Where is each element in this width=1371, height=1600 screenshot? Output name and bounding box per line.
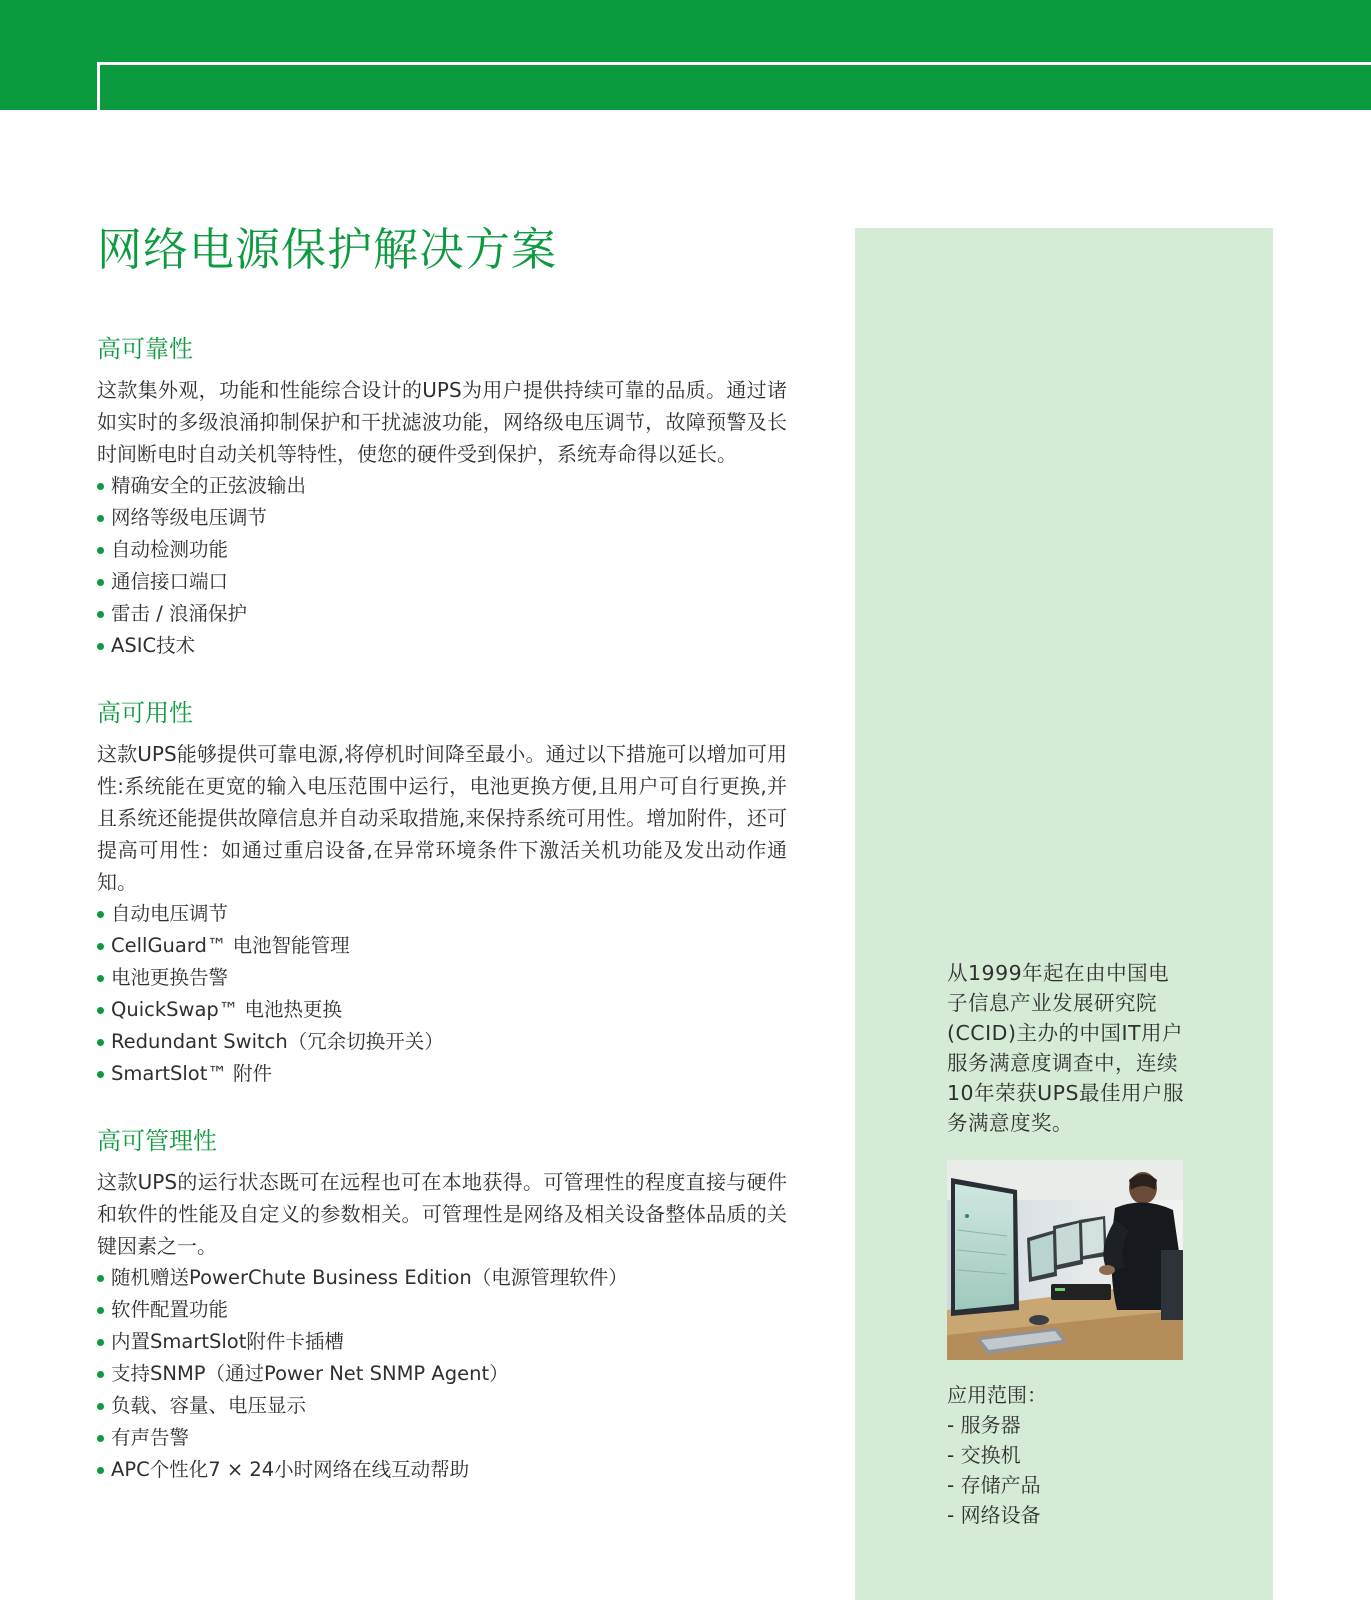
application-scope-title: 应用范围： <box>947 1383 1047 1407</box>
section-manageability <box>97 1124 797 1486</box>
list-item: - 存储产品 <box>947 1473 1041 1497</box>
bullet-list <box>97 470 797 662</box>
list-item: 有声告警 <box>97 1422 797 1454</box>
list-item: 自动电压调节 <box>97 898 797 930</box>
list-item: QuickSwap™ 电池热更换 <box>97 994 797 1026</box>
main-content <box>97 220 797 1486</box>
bullet-dot-icon <box>97 1007 104 1014</box>
list-item: 负载、容量、电压显示 <box>97 1390 797 1422</box>
bullet-dot-icon <box>97 515 104 522</box>
section-availability <box>97 696 797 1090</box>
bullet-dot-icon <box>97 911 104 918</box>
list-item: 内置SmartSlot附件卡插槽 <box>97 1326 797 1358</box>
bullet-dot-icon <box>97 975 104 982</box>
sidebar-panel <box>855 228 1273 1600</box>
bullet-dot-icon <box>97 643 104 650</box>
list-item: ASIC技术 <box>97 630 797 662</box>
list-item: - 交换机 <box>947 1443 1021 1467</box>
bullet-dot-icon <box>97 1275 104 1282</box>
bullet-dot-icon <box>97 1339 104 1346</box>
section-body: 这款UPS能够提供可靠电源,将停机时间降至最小。通过以下措施可以增加可用性:系统能在更宽的输入电压范围中运行，电池更换方便,且用户可自行更换,并且系统还能提供故障信息并自动采取措施,来保持系统可用性。增加附件，还可提高可用性：如通过重启设备,在异常环境条件下激活关机功能及发出动作通知。 <box>97 742 787 894</box>
section-heading: 高可靠性 <box>97 335 193 363</box>
list-item: SmartSlot™ 附件 <box>97 1058 797 1090</box>
bullet-dot-icon <box>97 547 104 554</box>
section-heading: 高可管理性 <box>97 1127 217 1155</box>
section-reliability <box>97 332 797 662</box>
list-item: CellGuard™ 电池智能管理 <box>97 930 797 962</box>
list-item: 精确安全的正弦波输出 <box>97 470 797 502</box>
application-scope <box>947 1380 1187 1530</box>
list-item: 通信接口端口 <box>97 566 797 598</box>
bullet-dot-icon <box>97 1071 104 1078</box>
bullet-dot-icon <box>97 943 104 950</box>
section-body: 这款集外观，功能和性能综合设计的UPS为用户提供持续可靠的品质。通过诸如实时的多级浪涌抑制保护和干扰滤波功能，网络级电压调节，故障预警及长时间断电时自动关机等特性，使您的硬件受到保护，系统寿命得以延长。 <box>97 378 787 466</box>
list-item: 网络等级电压调节 <box>97 502 797 534</box>
list-item: 电池更换告警 <box>97 962 797 994</box>
section-body: 这款UPS的运行状态既可在远程也可在本地获得。可管理性的程度直接与硬件和软件的性能及自定义的参数相关。可管理性是网络及相关设备整体品质的关键因素之一。 <box>97 1170 787 1258</box>
bullet-dot-icon <box>97 1435 104 1442</box>
bullet-dot-icon <box>97 579 104 586</box>
list-item: 随机赠送PowerChute Business Edition（电源管理软件） <box>97 1262 797 1294</box>
bullet-dot-icon <box>97 1403 104 1410</box>
award-text: 从1999年起在由中国电子信息产业发展研究院(CCID)主办的中国IT用户服务满意度调查中，连续10年荣获UPS最佳用户服务满意度奖。 <box>947 961 1184 1135</box>
list-item: - 服务器 <box>947 1413 1021 1437</box>
header-frame-line <box>97 62 1371 122</box>
section-heading: 高可用性 <box>97 699 193 727</box>
page-title: 网络电源保护解决方案 <box>97 223 558 276</box>
list-item: - 网络设备 <box>947 1503 1041 1527</box>
header-band <box>0 0 1371 110</box>
bullet-dot-icon <box>97 611 104 618</box>
list-item: 支持SNMP（通过Power Net SNMP Agent） <box>97 1358 797 1390</box>
bullet-list <box>97 1262 797 1486</box>
bullet-dot-icon <box>97 1371 104 1378</box>
bullet-dot-icon <box>97 1307 104 1314</box>
bullet-dot-icon <box>97 1039 104 1046</box>
application-list <box>947 1410 1187 1530</box>
bullet-dot-icon <box>97 483 104 490</box>
list-item: 自动检测功能 <box>97 534 797 566</box>
office-photo <box>947 1160 1183 1360</box>
list-item: 软件配置功能 <box>97 1294 797 1326</box>
bullet-list <box>97 898 797 1090</box>
list-item: 雷击 / 浪涌保护 <box>97 598 797 630</box>
list-item: APC个性化7 × 24小时网络在线互动帮助 <box>97 1454 797 1486</box>
list-item: Redundant Switch（冗余切换开关） <box>97 1026 797 1058</box>
bullet-dot-icon <box>97 1467 104 1474</box>
